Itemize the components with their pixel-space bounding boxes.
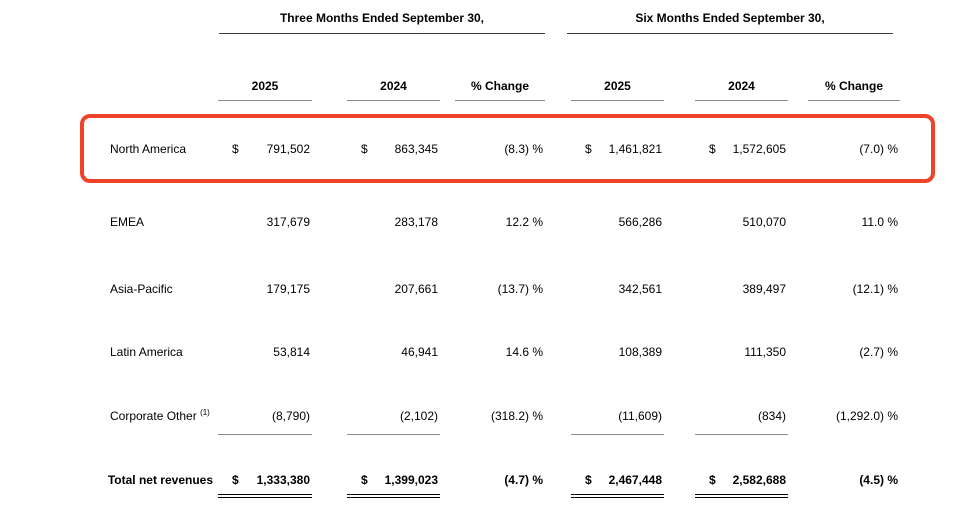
cell-value: 2,467,448: [608, 473, 662, 487]
column-header-sm-2025: 2025: [571, 78, 664, 101]
cell-value: (11,609): [618, 409, 662, 423]
cell-value: 1,399,023: [384, 473, 438, 487]
table-row-asia-pacific: [80, 277, 900, 301]
cell-tm-2024: [347, 340, 440, 364]
column-header-tm-change: % Change: [455, 78, 545, 101]
dollar-sign: $: [585, 142, 592, 156]
cell-tm-change: (8.3) %: [504, 142, 543, 156]
cell-tm-change: 12.2 %: [505, 215, 543, 229]
cell-value: 111,350: [744, 345, 786, 359]
cell-value: 1,333,380: [256, 473, 310, 487]
cell-value: 317,679: [266, 215, 310, 229]
dollar-sign: $: [585, 473, 592, 487]
cell-value: (8,790): [271, 409, 310, 423]
cell-tm-2024: [347, 404, 440, 435]
cell-value: 791,502: [266, 142, 310, 156]
cell-sm-2025: [571, 468, 664, 498]
cell-tm-change: (4.7) %: [504, 473, 543, 487]
cell-sm-2025: [571, 210, 664, 234]
column-header-sm-2024: 2024: [695, 78, 788, 101]
cell-value: 2,582,688: [732, 473, 786, 487]
cell-tm-2025: [218, 340, 312, 364]
cell-value: 863,345: [394, 142, 438, 156]
dollar-sign: $: [709, 473, 716, 487]
dollar-sign: $: [361, 142, 368, 156]
cell-value: (2,102): [399, 409, 438, 423]
cell-value: 207,661: [394, 282, 438, 296]
column-header-sm-change: % Change: [808, 78, 900, 101]
cell-sm-2024: [695, 277, 788, 301]
cell-tm-2024: [347, 210, 440, 234]
cell-tm-2025: [218, 277, 312, 301]
cell-sm-change: (12.1) %: [852, 282, 898, 296]
table-row-latin-america: [80, 340, 900, 364]
cell-tm-2025: [218, 468, 312, 498]
cell-tm-change: 14.6 %: [505, 345, 543, 359]
dollar-sign: $: [232, 142, 239, 156]
cell-value: 566,286: [618, 215, 662, 229]
cell-sm-2024: [695, 404, 788, 435]
table-row-total-net-revenues: [80, 468, 900, 498]
cell-value: 342,561: [618, 282, 662, 296]
cell-sm-change: (7.0) %: [859, 142, 898, 156]
row-label: Asia-Pacific: [110, 282, 173, 296]
cell-value: 108,389: [618, 345, 662, 359]
cell-tm-change: (13.7) %: [497, 282, 543, 296]
row-label: Latin America: [110, 345, 183, 359]
cell-sm-2025: [571, 137, 664, 161]
cell-value: 510,070: [742, 215, 786, 229]
cell-value: 53,814: [273, 345, 310, 359]
cell-tm-2025: [218, 210, 312, 234]
group-header-six-months: Six Months Ended September 30,: [567, 10, 893, 34]
cell-value: 46,941: [401, 345, 438, 359]
cell-sm-2024: [695, 340, 788, 364]
cell-sm-2024: [695, 468, 788, 498]
cell-sm-2024: [695, 210, 788, 234]
row-label: Total net revenues: [107, 473, 213, 487]
cell-tm-2024: [347, 277, 440, 301]
cell-value: 1,461,821: [608, 142, 662, 156]
cell-tm-2024: [347, 137, 440, 161]
cell-value: 179,175: [266, 282, 310, 296]
column-header-tm-2024: 2024: [347, 78, 440, 101]
cell-value: (834): [757, 409, 786, 423]
dollar-sign: $: [361, 473, 368, 487]
cell-tm-change: (318.2) %: [490, 409, 543, 423]
cell-sm-2025: [571, 277, 664, 301]
group-header-three-months: Three Months Ended September 30,: [219, 10, 545, 34]
row-label: EMEA: [110, 215, 145, 229]
cell-sm-change: 11.0 %: [861, 215, 898, 229]
cell-tm-2025: [218, 404, 312, 435]
cell-sm-2024: [695, 137, 788, 161]
cell-sm-2025: [571, 340, 664, 364]
column-header-tm-2025: 2025: [218, 78, 312, 101]
cell-tm-2025: [218, 137, 312, 161]
dollar-sign: $: [709, 142, 716, 156]
cell-sm-change: (1,292.0) %: [835, 409, 898, 423]
table-row-north-america: [80, 115, 900, 183]
table-row-emea: [80, 210, 900, 234]
cell-value: 1,572,605: [732, 142, 786, 156]
cell-value: 283,178: [394, 215, 438, 229]
table-row-corporate-other: [80, 404, 900, 435]
dollar-sign: $: [232, 473, 239, 487]
cell-sm-change: (2.7) %: [859, 345, 898, 359]
row-label: North America: [110, 142, 187, 156]
column-header-row: [80, 78, 900, 101]
cell-sm-change: (4.5) %: [859, 473, 898, 487]
footnote-marker: (1): [200, 408, 210, 417]
row-label: Corporate Other $^{(1)}$: [110, 408, 210, 423]
cell-sm-2025: [571, 404, 664, 435]
cell-tm-2024: [347, 468, 440, 498]
cell-value: 389,497: [742, 282, 786, 296]
